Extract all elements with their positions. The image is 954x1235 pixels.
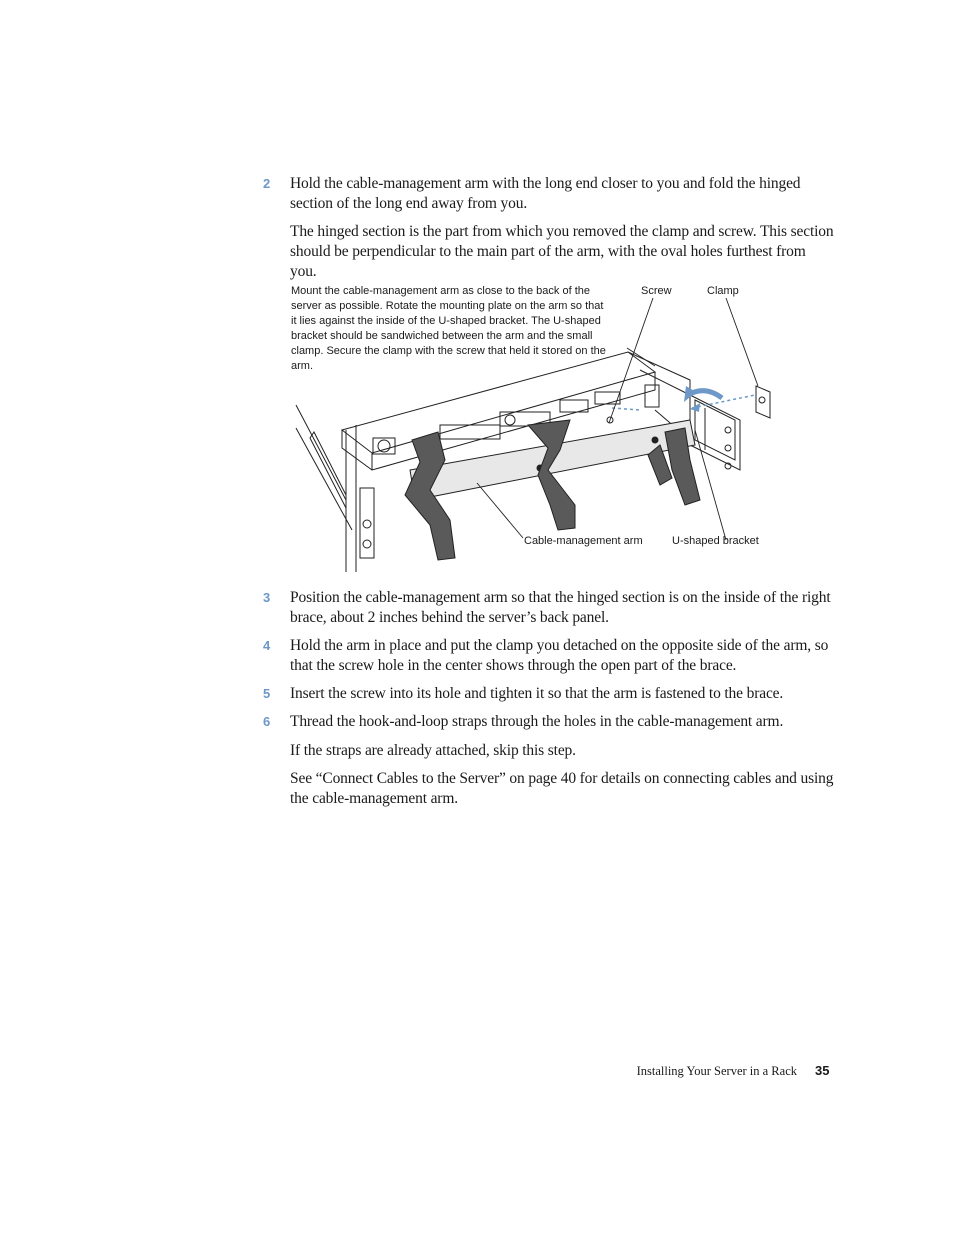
step-5 (263, 684, 833, 704)
step-4 (263, 636, 833, 676)
step-3 (263, 588, 833, 628)
paragraph-see-connect: See “Connect Cables to the Server” on page 40 for details on connecting cables and using the cable-management arm. (290, 770, 834, 807)
step-text: Thread the hook-and-loop straps through the holes in the cable-management arm. (290, 713, 784, 730)
footer-chapter-title: Installing Your Server in a Rack (636, 1064, 797, 1078)
paragraph-skip-step: If the straps are already attached, skip this step. (290, 742, 576, 759)
strap-1 (405, 432, 455, 560)
footer-page-number: 35 (815, 1063, 830, 1078)
step-number: 4 (263, 638, 271, 653)
clamp-leader (726, 298, 758, 386)
step-text: Hold the cable-management arm with the long end closer to you and fold the hinged section of the long end away from you. (290, 175, 801, 212)
clamp-shape (756, 386, 770, 418)
bracket-leader (695, 430, 726, 540)
label-cable-management-arm: Cable-management arm (524, 535, 643, 547)
step-number: 5 (263, 686, 271, 701)
step-text: Position the cable-management arm so that the hinged section is on the inside of the right brace, about 2 inches behind the server’s back panel. (290, 589, 831, 626)
figure-instruction: Mount the cable-management arm as close to the back of the server as possible. Rotate the mounting plate on the arm so that it lies against the inside of the U-shaped bracket. The U-shaped bracket should be sandwiched between the arm and the small clamp. Secure the clamp with the screw that held it stored on the arm. (291, 285, 606, 372)
step-number: 2 (263, 176, 271, 191)
step-text: Insert the screw into its hole and tighten it so that the arm is fastened to the brace. (290, 685, 784, 702)
paragraph-hinged-section: The hinged section is the part from which you removed the clamp and screw. This section should be perpendicular to the main part of the arm, with the oval holes furthest from you. (290, 223, 834, 280)
arm-leader (477, 483, 523, 538)
step-text: Hold the arm in place and put the clamp you detached on the opposite side of the arm, so that the screw hole in the center shows through the open part of the brace. (290, 637, 829, 674)
step-number: 6 (263, 714, 271, 729)
step-6 (263, 712, 833, 732)
label-clamp: Clamp (707, 285, 739, 297)
rack-rail-edge (296, 405, 346, 570)
dashed-arrow (692, 395, 755, 408)
step-number: 3 (263, 590, 271, 605)
label-screw: Screw (641, 285, 672, 297)
label-u-shaped-bracket: U-shaped bracket (672, 535, 759, 547)
